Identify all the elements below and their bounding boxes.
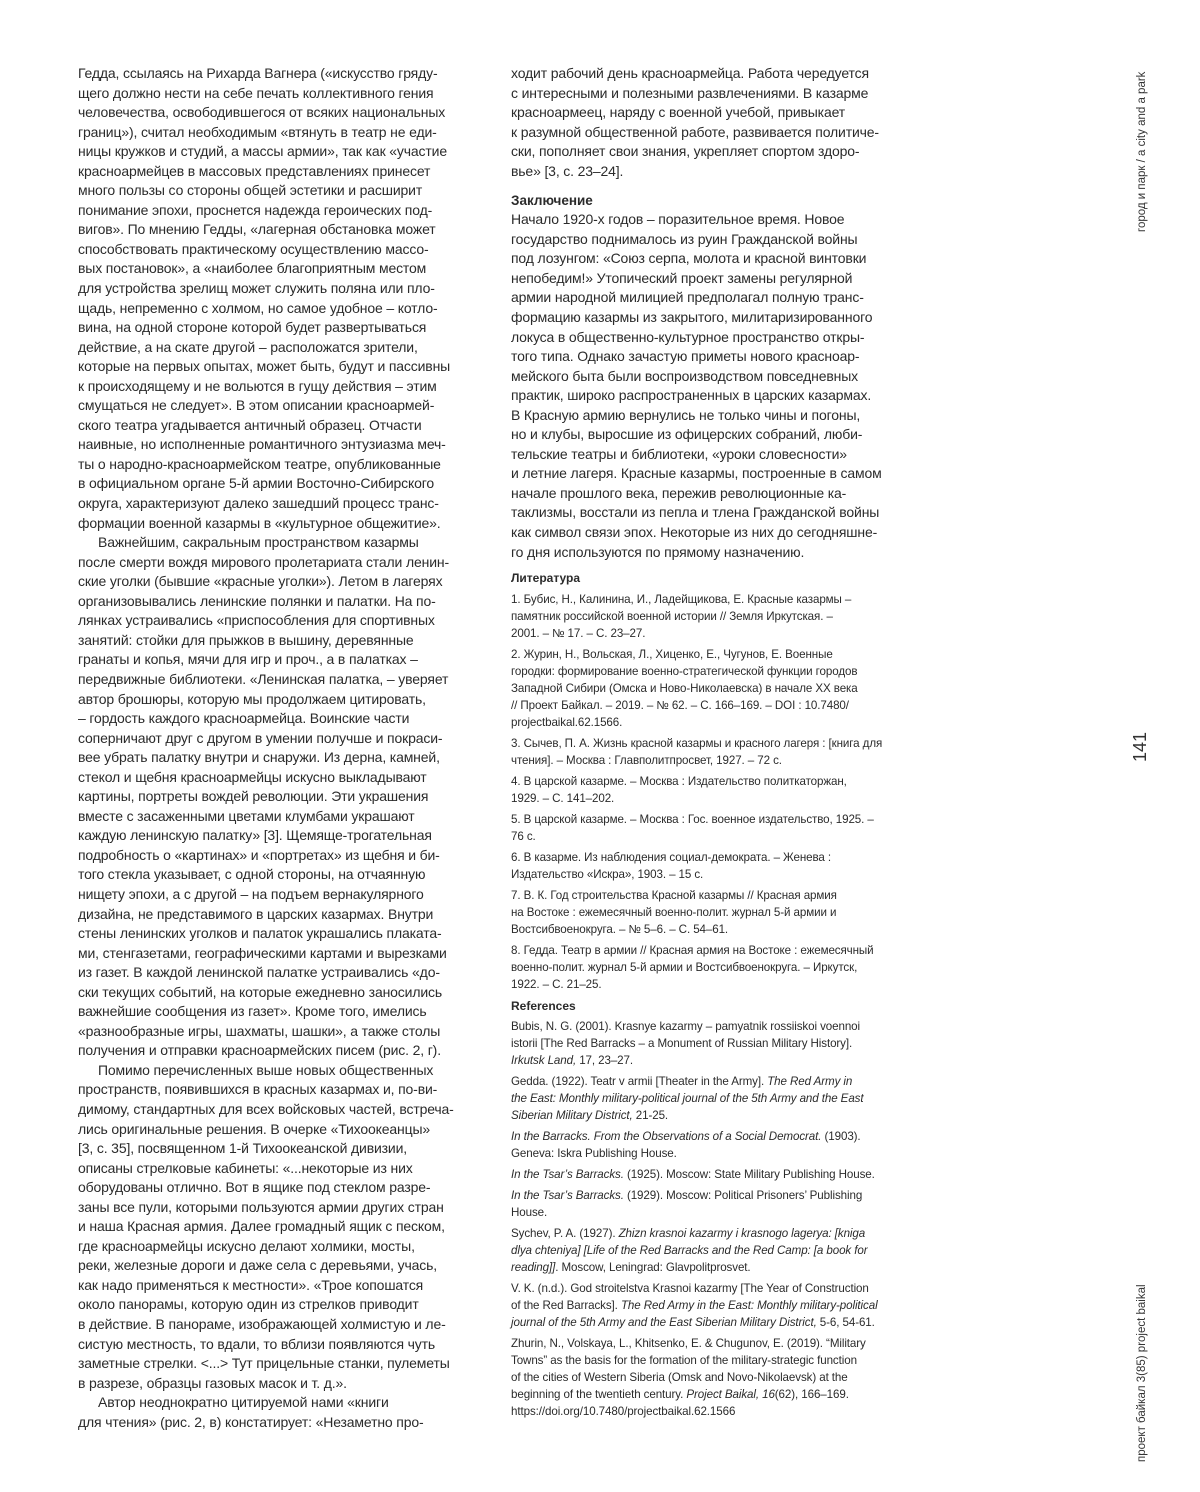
text-line: которые на первых опытах, может быть, будут и пассивны <box>78 357 473 377</box>
text-line: заны все пули, которыми пользуются армии других стран <box>78 1198 473 1218</box>
reference-entry <box>511 1166 916 1183</box>
text-line: но и клубы, выросшие из офицерских собраний, люби- <box>511 425 916 445</box>
reference-line <box>511 1052 916 1069</box>
reference-line <box>511 1352 916 1369</box>
text-line: для устройства зрелищ может служить поляна или пло- <box>78 279 473 299</box>
reference-line <box>511 790 916 807</box>
text: of the Red Barracks]. <box>511 1299 621 1312</box>
text-line: непобедим!» Утопический проект замены регулярной <box>511 269 916 289</box>
reference-line <box>511 976 916 993</box>
text: (62), 166–169. <box>775 1388 849 1401</box>
text-line: «разнообразные игры, шахматы, шашки», а также столы <box>78 1022 473 1042</box>
text-line: таклизмы, восстали из пепла и тлена Гражданской войны <box>511 503 916 523</box>
text: Западной Сибири (Омска и Ново-Николаевска) в начале XX века <box>511 682 858 695</box>
text-line: из газет. В каждой ленинской палатке устраивались «до- <box>78 963 473 983</box>
text: . Moscow, Leningrad: Glavpolitprosvet. <box>555 1261 750 1274</box>
body-paragraph <box>78 533 473 1061</box>
reference-line <box>511 1090 916 1107</box>
text: 3. Сычев, П. А. Жизнь красной казармы и красного лагеря : [книга для <box>511 737 882 750</box>
reference-entry <box>511 1018 916 1069</box>
text: Geneva: Iskra Publishing House. <box>511 1147 677 1160</box>
text-line: в официальном органе 5-й армии Восточно-Сибирского <box>78 474 473 494</box>
italic-text: Project Baikal, 16 <box>686 1388 774 1401</box>
reference-line <box>511 697 916 714</box>
text-line: подробность о «картинах» и «портретах» из щебня и би- <box>78 846 473 866</box>
text-line: важнейшие сообщения из газет». Кроме того, имелись <box>78 1002 473 1022</box>
references-heading: References <box>511 997 916 1015</box>
reference-entry <box>511 1280 916 1331</box>
text-line: Автор неоднократно цитируемой нами «книги <box>78 1393 473 1413</box>
text-line: наивные, но исполненные романтичного энтузиазма меч- <box>78 435 473 455</box>
italic-text: Zhizn krasnoi kazarmy i krasnogo lagerya: [kniga <box>619 1227 866 1240</box>
text-line: ски, пополняет свои знания, укрепляет спортом здоро- <box>511 142 916 162</box>
references-list <box>511 1018 916 1420</box>
text-line: понимание эпохи, проснется надежда героических под- <box>78 201 473 221</box>
text: городки: формирование военно-стратегической функции городов <box>511 665 857 678</box>
text-line: щадь, непременно с холмом, но самое удобное – котло- <box>78 299 473 319</box>
text-line: способствовать практическому осуществлению массо- <box>78 240 473 260</box>
text-line: локуса в общественно-культурное пространство откры- <box>511 328 916 348</box>
text: 1922. – С. 21–25. <box>511 978 601 991</box>
text-line: как символ связи эпох. Некоторые из них до сегодняшне- <box>511 523 916 543</box>
text-line: красноармейцев в массовых представлениях принесет <box>78 162 473 182</box>
text-line: вигов». По мнению Гедды, «лагерная обстановка может <box>78 220 473 240</box>
text-line: лись оригинальные решения. В очерке «Тихоокеанцы» <box>78 1120 473 1140</box>
reference-line <box>511 828 916 845</box>
text-line: начале прошлого века, пережив революционные ка- <box>511 484 916 504</box>
text-line: вина, на одной стороне которой будет развертываться <box>78 318 473 338</box>
text-line: ского театра угадывается античный образец. Отчасти <box>78 416 473 436</box>
text-line: в действие. В панораме, изображающей холмистую и ле- <box>78 1315 473 1335</box>
text: (1925). Moscow: State Military Publishing House. <box>624 1168 875 1181</box>
text-line: ми, стенгазетами, географическими картами и вырезками <box>78 944 473 964</box>
text-line: вее убрать палатку внутри и снаружи. Из дерна, камней, <box>78 748 473 768</box>
reference-line <box>511 1314 916 1331</box>
text: 4. В царской казарме. – Москва : Издательство политкаторжан, <box>511 775 847 788</box>
text: Zhurin, N., Volskaya, L., Khitsenko, E. & Chugunov, E. (2019). “Military <box>511 1337 866 1350</box>
italic-text: In the Tsar’s Barracks. <box>511 1189 624 1202</box>
italic-text: journal of the 5th Army and the East Siberian Military District, <box>511 1316 817 1329</box>
text-line: вместе с засаженными цветами клумбами украшают <box>78 807 473 827</box>
text: House. <box>511 1206 547 1219</box>
text: памятник российской военной истории // Земля Иркутская. – <box>511 610 833 623</box>
text-line: щего должно нести на себе печать коллективного гения <box>78 84 473 104</box>
reference-line <box>511 1386 916 1403</box>
text-line: для чтения» (рис. 2, в) констатирует: «Незаметно про- <box>78 1413 473 1433</box>
reference-entry <box>511 735 916 769</box>
reference-line <box>511 1035 916 1052</box>
reference-line <box>511 1187 916 1204</box>
text: на Востоке : ежемесячный военно-полит. журнал 5-й армии и <box>511 906 836 919</box>
text: 17, 23–27. <box>576 1054 633 1067</box>
reference-entry <box>511 887 916 938</box>
italic-text: In the Tsar’s Barracks. <box>511 1168 624 1181</box>
reference-entry <box>511 646 916 731</box>
text-line: [3, с. 35], посвященном 1-й Тихоокеанской дивизии, <box>78 1139 473 1159</box>
left-text-column <box>78 64 473 1432</box>
text-line: нищету эпохи, а с другой – на подъем вернакулярного <box>78 885 473 905</box>
literature-list <box>511 591 916 993</box>
text: 7. В. К. Год строительства Красной казармы // Красная армия <box>511 889 837 902</box>
reference-line <box>511 735 916 752</box>
text-line: Начало 1920-х годов – поразительное время. Новое <box>511 210 916 230</box>
text: V. K. (n.d.). God stroitelstva Krasnoi kazarmy [The Year of Construction <box>511 1282 869 1295</box>
reference-line <box>511 1242 916 1259</box>
text-line: армии народной милицией предполагал полную транс- <box>511 288 916 308</box>
text-line: занятий: стойки для прыжков в вышину, деревянные <box>78 631 473 651</box>
reference-entry <box>511 591 916 642</box>
continuation-paragraph <box>511 64 916 181</box>
text: Sychev, P. A. (1927). <box>511 1227 619 1240</box>
text-line: реки, железные дороги и даже села с деревьями, учась, <box>78 1256 473 1276</box>
text-line: действие, а на скате другой – расположатся зрители, <box>78 338 473 358</box>
text: Издательство «Искра», 1903. – 15 с. <box>511 868 703 881</box>
text-line: ты о народно-красноармейском театре, опубликованные <box>78 455 473 475</box>
text-line: автор брошюры, которую мы продолжаем цитировать, <box>78 690 473 710</box>
reference-line <box>511 1225 916 1242</box>
text-line: того стекла указывает, с одной стороны, на отчаянную <box>78 865 473 885</box>
text-line: под лозунгом: «Союз серпа, молота и красной винтовки <box>511 249 916 269</box>
reference-line <box>511 1403 916 1420</box>
text-line: тельские театры и библиотеки, «уроки словесности» <box>511 445 916 465</box>
text-line: Гедда, ссылаясь на Рихарда Вагнера («искусство гряду- <box>78 64 473 84</box>
reference-line <box>511 1107 916 1124</box>
text-line: ские уголки (бывшие «красные уголки»). Летом в лагерях <box>78 572 473 592</box>
text: beginning of the twentieth century. <box>511 1388 686 1401</box>
text-line: каждую ленинскую палатку» [3]. Щемяще-трогательная <box>78 826 473 846</box>
reference-line <box>511 866 916 883</box>
text: istorii [The Red Barracks – a Monument of Russian Military History]. <box>511 1037 852 1050</box>
text-line: границ»), считал необходимым «втянуть в театр не еди- <box>78 123 473 143</box>
text-line: много пользы со стороны общей эстетики и расширит <box>78 181 473 201</box>
text-line: ницы кружков и студий, а массы армии», так как «участие <box>78 142 473 162</box>
text-line: где красноармейцы искусно делают холмики, мосты, <box>78 1237 473 1257</box>
text: // Проект Байкал. – 2019. – № 62. – С. 166–169. – DOI : 10.7480/ <box>511 699 849 712</box>
text-line: около панорамы, которую один из стрелков приводит <box>78 1295 473 1315</box>
text: 8. Гедда. Театр в армии // Красная армия на Востоке : ежемесячный <box>511 944 874 957</box>
text: https://doi.org/10.7480/projectbaikal.62.1566 <box>511 1405 735 1418</box>
text-line: лянках устраивались «приспособления для спортивных <box>78 611 473 631</box>
text-line: пространств, появившихся в красных казармах и, по-ви- <box>78 1080 473 1100</box>
text-line: дизайна, не представимого в царских казармах. Внутри <box>78 905 473 925</box>
text: Востсибвоенокруга. – № 5–6. – С. 54–61. <box>511 923 728 936</box>
reference-line <box>511 714 916 731</box>
text-line: как надо применяться к местности». «Трое копошатся <box>78 1276 473 1296</box>
reference-line <box>511 1128 916 1145</box>
text: Gedda. (1922). Teatr v armii [Theater in the Army]. <box>511 1075 767 1088</box>
text-line: к происходящему и не вольются в гущу действия – этим <box>78 377 473 397</box>
text-line: того типа. Однако зачастую приметы нового красноар- <box>511 347 916 367</box>
reference-entry <box>511 811 916 845</box>
body-paragraph <box>78 64 473 533</box>
reference-line <box>511 1259 916 1276</box>
reference-line <box>511 1073 916 1090</box>
reference-line <box>511 663 916 680</box>
text-line: формации военной казармы в «культурное общежитие». <box>78 514 473 534</box>
text-line: ходит рабочий день красноармейца. Работа чередуется <box>511 64 916 84</box>
text-line: вых постановок», а «наиболее благоприятным местом <box>78 259 473 279</box>
reference-line <box>511 811 916 828</box>
italic-text: In the Barracks. From the Observations of a Social Democrat. <box>511 1130 821 1143</box>
conclusion-paragraph <box>511 210 916 562</box>
text-line: получения и отправки красноармейских писем (рис. 2, г). <box>78 1041 473 1061</box>
reference-line <box>511 625 916 642</box>
text: Towns” as the basis for the formation of the military-strategic function <box>511 1354 857 1367</box>
reference-entry <box>511 1128 916 1162</box>
section-title: город и парк / a city and a park <box>1136 72 1148 232</box>
text-line: систую местность, то вдали, то вблизи появляются чуть <box>78 1335 473 1355</box>
reference-line <box>511 1369 916 1386</box>
text-line: го дня используются по прямому назначению. <box>511 543 916 563</box>
reference-line <box>511 773 916 790</box>
reference-line <box>511 680 916 697</box>
text-line: округа, характеризуют далеко зашедший процесс транс- <box>78 494 473 514</box>
reference-line <box>511 904 916 921</box>
reference-entry <box>511 773 916 807</box>
reference-line <box>511 1335 916 1352</box>
italic-text: Irkutsk Land, <box>511 1054 576 1067</box>
reference-line <box>511 849 916 866</box>
reference-entry <box>511 1335 916 1420</box>
text: 6. В казарме. Из наблюдения социал-демократа. – Женева : <box>511 851 831 864</box>
text-line: стекол и щебня красноармейцы искусно выкладывают <box>78 768 473 788</box>
journal-footer: проект байкал 3(85) project baikal <box>1136 1284 1148 1462</box>
reference-line <box>511 942 916 959</box>
text: 2001. – № 17. – С. 23–27. <box>511 627 645 640</box>
reference-line <box>511 608 916 625</box>
text-line: Помимо перечисленных выше новых общественных <box>78 1061 473 1081</box>
text: 1. Бубис, Н., Калинина, И., Ладейщикова, Е. Красные казармы – <box>511 593 851 606</box>
text: (1929). Moscow: Political Prisoners’ Publishing <box>624 1189 862 1202</box>
text-line: государство поднималось из руин Гражданской войны <box>511 230 916 250</box>
reference-line <box>511 1204 916 1221</box>
text: 2. Журин, Н., Вольская, Л., Хиценко, Е., Чугунов, Е. Военные <box>511 648 833 661</box>
reference-line <box>511 591 916 608</box>
text-line: после смерти вождя мирового пролетариата стали ленин- <box>78 553 473 573</box>
text: (1903). <box>821 1130 860 1143</box>
text-line: формацию казармы из закрытого, милитаризированного <box>511 308 916 328</box>
conclusion-heading: Заключение <box>511 191 916 210</box>
text-line: смущаться не следует». В этом описании красноармей- <box>78 396 473 416</box>
reference-entry <box>511 849 916 883</box>
text-line: с интересными и полезными развлечениями. В казарме <box>511 84 916 104</box>
italic-text: reading]] <box>511 1261 555 1274</box>
reference-line <box>511 1166 916 1183</box>
reference-line <box>511 1018 916 1035</box>
text: 76 с. <box>511 830 536 843</box>
text-line: в разрезе, образцы газовых масок и т. д.». <box>78 1374 473 1394</box>
body-paragraph <box>78 1393 473 1432</box>
text-line: практик, широко распространенных в царских казармах. <box>511 386 916 406</box>
reference-entry <box>511 1225 916 1276</box>
text: 5. В царской казарме. – Москва : Гос. военное издательство, 1925. – <box>511 813 874 826</box>
text: projectbaikal.62.1566. <box>511 716 622 729</box>
text-line: стены ленинских уголков и палаток украшались плаката- <box>78 924 473 944</box>
text-line: – гордость каждого красноармейца. Воинские части <box>78 709 473 729</box>
text-line: человечества, освободившегося от всяких национальных <box>78 103 473 123</box>
reference-line <box>511 959 916 976</box>
text-line: ски текущих событий, на которые ежедневно заносились <box>78 983 473 1003</box>
text-line: и наша Красная армия. Далее громадный ящик с песком, <box>78 1217 473 1237</box>
italic-text: dlya chteniya] [Life of the Red Barracks and the Red Camp: [a book for <box>511 1244 867 1257</box>
reference-line <box>511 1145 916 1162</box>
reference-line <box>511 752 916 769</box>
reference-entry <box>511 942 916 993</box>
text-line: заметные стрелки. <...> Тут прицельные станки, пулеметы <box>78 1354 473 1374</box>
reference-line <box>511 921 916 938</box>
text: военно-полит. журнал 5-й армии и Востсибвоенокруга. – Иркутск, <box>511 961 857 974</box>
italic-text: The Red Army in the East: Monthly military-political <box>621 1299 878 1312</box>
text-line: организовывались ленинские полянки и палатки. На по- <box>78 592 473 612</box>
reference-line <box>511 646 916 663</box>
text-line: Важнейшим, сакральным пространством казармы <box>78 533 473 553</box>
text-line: к разумной общественной работе, развивается политиче- <box>511 123 916 143</box>
reference-line <box>511 887 916 904</box>
text-line: гранаты и копья, мячи для игр и проч., а в палатках – <box>78 650 473 670</box>
right-text-column <box>511 64 916 1424</box>
reference-entry <box>511 1187 916 1221</box>
text-line: описаны стрелковые кабинеты: «...некоторые из них <box>78 1159 473 1179</box>
text: Bubis, N. G. (2001). Krasnye kazarmy – pamyatnik rossiiskoi voennoi <box>511 1020 860 1033</box>
text-line: красноармеец, наряду с военной учебой, привыкает <box>511 103 916 123</box>
reference-entry <box>511 1073 916 1124</box>
text: of the cities of Western Siberia (Omsk and Novo-Nikolaevsk) at the <box>511 1371 848 1384</box>
text: 5-6, 54-61. <box>817 1316 875 1329</box>
text-line: соперничают друг с другом в умении получше и покраси- <box>78 729 473 749</box>
text-line: мейского быта были воспроизводством повседневных <box>511 367 916 387</box>
text: 21-25. <box>633 1109 668 1122</box>
text-line: передвижные библиотеки. «Ленинская палатка, – уверяет <box>78 670 473 690</box>
text-line: вье» [3, с. 23–24]. <box>511 162 916 182</box>
text-line: картины, портреты вождей революции. Эти украшения <box>78 787 473 807</box>
text-line: В Красную армию вернулись не только чины и погоны, <box>511 406 916 426</box>
body-paragraph <box>78 1061 473 1393</box>
text: 1929. – С. 141–202. <box>511 792 614 805</box>
italic-text: Siberian Military District, <box>511 1109 633 1122</box>
text: чтения]. – Москва : Главполитпросвет, 1927. – 72 с. <box>511 754 782 767</box>
reference-line <box>511 1280 916 1297</box>
italic-text: the East: Monthly military-political journal of the 5th Army and the East <box>511 1092 864 1105</box>
text-line: оборудованы отлично. Вот в ящике под стеклом разре- <box>78 1178 473 1198</box>
text-line: и летние лагеря. Красные казармы, построенные в самом <box>511 464 916 484</box>
italic-text: The Red Army in <box>767 1075 852 1088</box>
reference-line <box>511 1297 916 1314</box>
literature-heading: Литература <box>511 569 916 587</box>
page-number: 141 <box>1130 732 1151 762</box>
text-line: димому, стандартных для всех войсковых частей, встреча- <box>78 1100 473 1120</box>
